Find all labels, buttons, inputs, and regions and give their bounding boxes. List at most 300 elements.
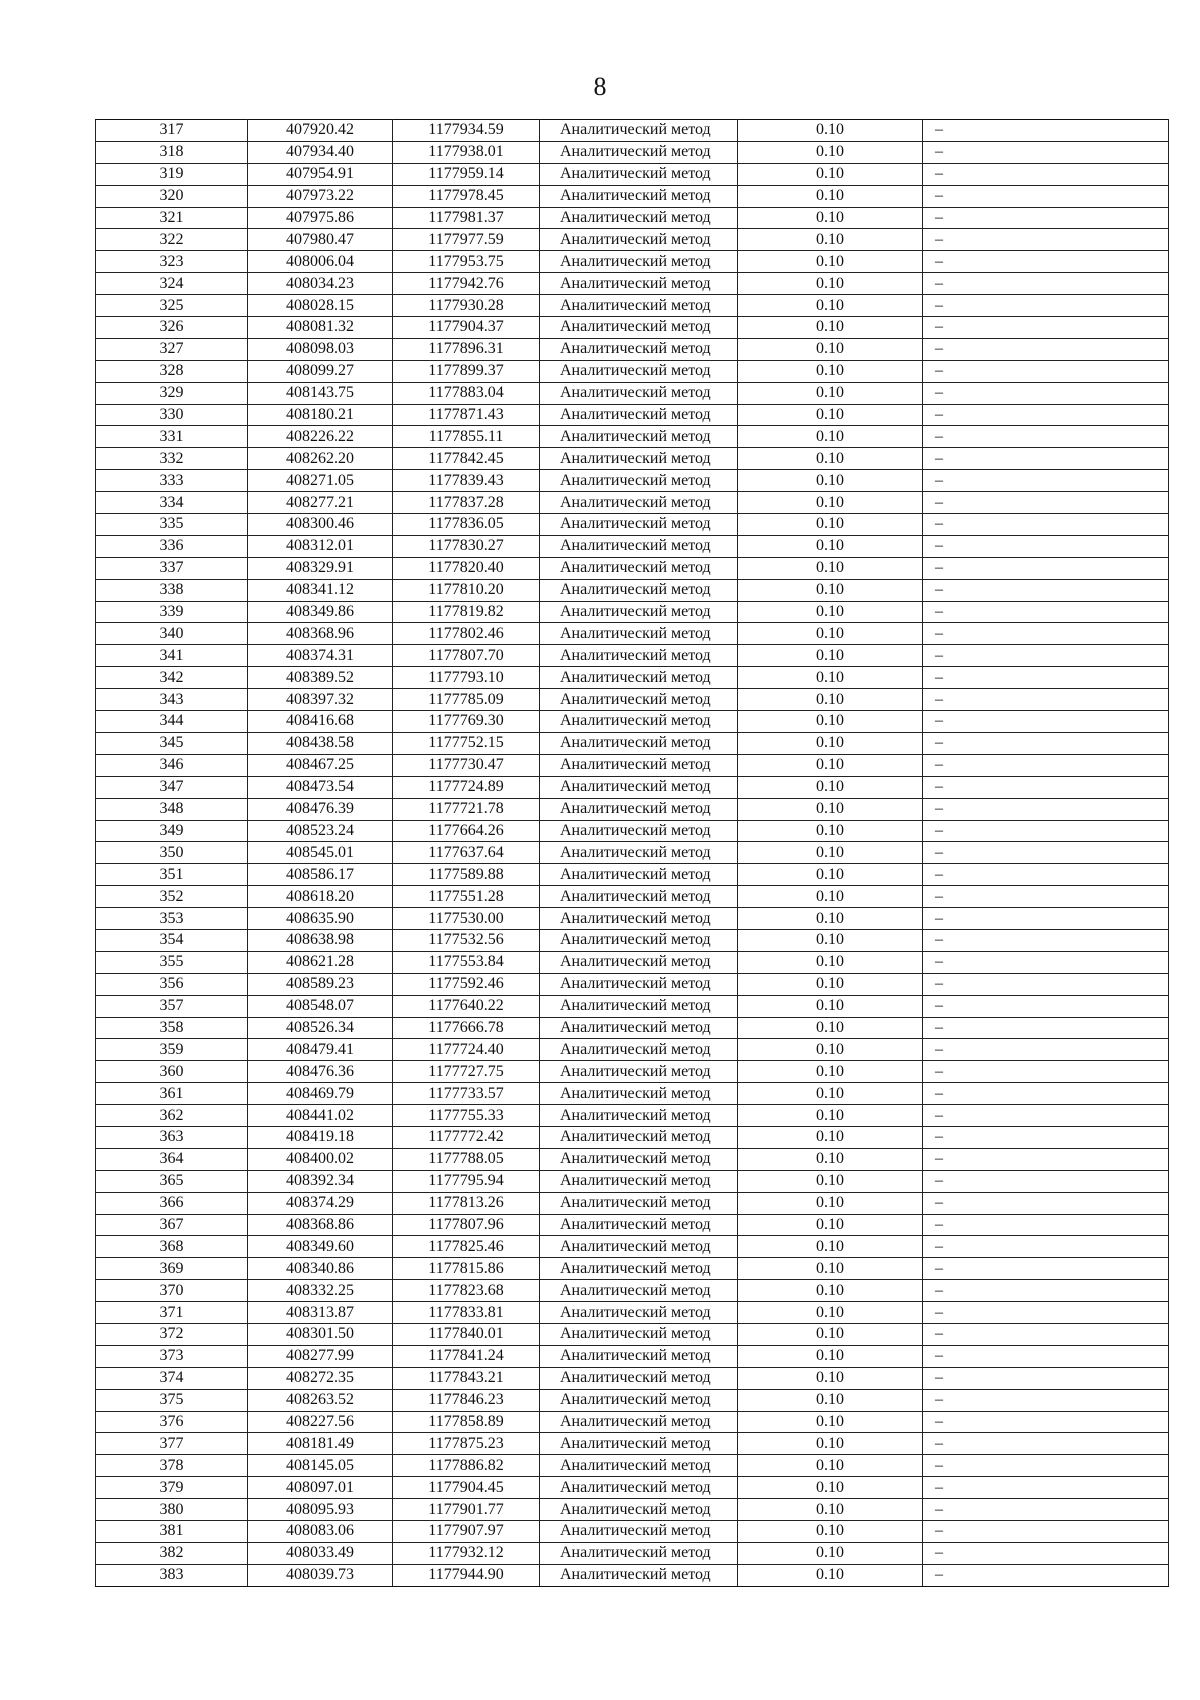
precision-cell: 0.10 xyxy=(738,229,923,251)
x-coordinate-cell: 408313.87 xyxy=(248,1302,393,1324)
x-coordinate-cell: 408589.23 xyxy=(248,973,393,995)
x-coordinate-cell: 407954.91 xyxy=(248,163,393,185)
y-coordinate-cell: 1177871.43 xyxy=(393,404,540,426)
table-row xyxy=(96,141,1169,163)
table-row xyxy=(96,535,1169,557)
x-coordinate-cell: 408586.17 xyxy=(248,864,393,886)
method-cell: Аналитический метод xyxy=(540,338,738,360)
x-coordinate-cell: 408181.49 xyxy=(248,1433,393,1455)
point-number-cell: 326 xyxy=(96,317,248,339)
point-number-cell: 377 xyxy=(96,1433,248,1455)
notes-cell: – xyxy=(923,1389,1169,1411)
point-number-cell: 381 xyxy=(96,1521,248,1543)
table-row xyxy=(96,163,1169,185)
notes-cell: – xyxy=(923,623,1169,645)
point-number-cell: 359 xyxy=(96,1039,248,1061)
precision-cell: 0.10 xyxy=(738,1061,923,1083)
precision-cell: 0.10 xyxy=(738,1477,923,1499)
y-coordinate-cell: 1177820.40 xyxy=(393,557,540,579)
method-cell: Аналитический метод xyxy=(540,667,738,689)
precision-cell: 0.10 xyxy=(738,1521,923,1543)
method-cell: Аналитический метод xyxy=(540,295,738,317)
precision-cell: 0.10 xyxy=(738,1323,923,1345)
table-row xyxy=(96,667,1169,689)
x-coordinate-cell: 408095.93 xyxy=(248,1499,393,1521)
point-number-cell: 346 xyxy=(96,754,248,776)
x-coordinate-cell: 408262.20 xyxy=(248,448,393,470)
method-cell: Аналитический метод xyxy=(540,1236,738,1258)
table-row xyxy=(96,1477,1169,1499)
method-cell: Аналитический метод xyxy=(540,1214,738,1236)
precision-cell: 0.10 xyxy=(738,820,923,842)
y-coordinate-cell: 1177772.42 xyxy=(393,1126,540,1148)
precision-cell: 0.10 xyxy=(738,141,923,163)
table-row xyxy=(96,1345,1169,1367)
table-row xyxy=(96,1105,1169,1127)
method-cell: Аналитический метод xyxy=(540,886,738,908)
table-row xyxy=(96,1367,1169,1389)
point-number-cell: 319 xyxy=(96,163,248,185)
notes-cell: – xyxy=(923,1433,1169,1455)
y-coordinate-cell: 1177823.68 xyxy=(393,1280,540,1302)
method-cell: Аналитический метод xyxy=(540,820,738,842)
method-cell: Аналитический метод xyxy=(540,120,738,142)
method-cell: Аналитический метод xyxy=(540,951,738,973)
table-row xyxy=(96,514,1169,536)
point-number-cell: 367 xyxy=(96,1214,248,1236)
x-coordinate-cell: 408099.27 xyxy=(248,360,393,382)
point-number-cell: 329 xyxy=(96,382,248,404)
point-number-cell: 363 xyxy=(96,1126,248,1148)
precision-cell: 0.10 xyxy=(738,886,923,908)
x-coordinate-cell: 408226.22 xyxy=(248,426,393,448)
table-row xyxy=(96,1564,1169,1586)
y-coordinate-cell: 1177752.15 xyxy=(393,732,540,754)
table-row xyxy=(96,338,1169,360)
method-cell: Аналитический метод xyxy=(540,382,738,404)
table-row xyxy=(96,842,1169,864)
notes-cell: – xyxy=(923,1345,1169,1367)
notes-cell: – xyxy=(923,951,1169,973)
y-coordinate-cell: 1177901.77 xyxy=(393,1499,540,1521)
y-coordinate-cell: 1177807.96 xyxy=(393,1214,540,1236)
method-cell: Аналитический метод xyxy=(540,163,738,185)
x-coordinate-cell: 408081.32 xyxy=(248,317,393,339)
x-coordinate-cell: 408083.06 xyxy=(248,1521,393,1543)
precision-cell: 0.10 xyxy=(738,732,923,754)
x-coordinate-cell: 408618.20 xyxy=(248,886,393,908)
precision-cell: 0.10 xyxy=(738,1083,923,1105)
method-cell: Аналитический метод xyxy=(540,732,738,754)
y-coordinate-cell: 1177724.40 xyxy=(393,1039,540,1061)
precision-cell: 0.10 xyxy=(738,1389,923,1411)
table-row xyxy=(96,404,1169,426)
x-coordinate-cell: 408341.12 xyxy=(248,579,393,601)
y-coordinate-cell: 1177730.47 xyxy=(393,754,540,776)
table-row xyxy=(96,951,1169,973)
precision-cell: 0.10 xyxy=(738,1542,923,1564)
x-coordinate-cell: 408438.58 xyxy=(248,732,393,754)
y-coordinate-cell: 1177553.84 xyxy=(393,951,540,973)
point-number-cell: 327 xyxy=(96,338,248,360)
method-cell: Аналитический метод xyxy=(540,251,738,273)
point-number-cell: 348 xyxy=(96,798,248,820)
x-coordinate-cell: 408028.15 xyxy=(248,295,393,317)
point-number-cell: 375 xyxy=(96,1389,248,1411)
notes-cell: – xyxy=(923,776,1169,798)
notes-cell: – xyxy=(923,207,1169,229)
notes-cell: – xyxy=(923,1214,1169,1236)
x-coordinate-cell: 408523.24 xyxy=(248,820,393,842)
y-coordinate-cell: 1177592.46 xyxy=(393,973,540,995)
method-cell: Аналитический метод xyxy=(540,273,738,295)
y-coordinate-cell: 1177840.01 xyxy=(393,1323,540,1345)
x-coordinate-cell: 408469.79 xyxy=(248,1083,393,1105)
method-cell: Аналитический метод xyxy=(540,1280,738,1302)
notes-cell: – xyxy=(923,1170,1169,1192)
table-row xyxy=(96,776,1169,798)
point-number-cell: 338 xyxy=(96,579,248,601)
notes-cell: – xyxy=(923,382,1169,404)
method-cell: Аналитический метод xyxy=(540,798,738,820)
precision-cell: 0.10 xyxy=(738,163,923,185)
point-number-cell: 382 xyxy=(96,1542,248,1564)
precision-cell: 0.10 xyxy=(738,645,923,667)
table-row xyxy=(96,1148,1169,1170)
notes-cell: – xyxy=(923,273,1169,295)
method-cell: Аналитический метод xyxy=(540,360,738,382)
x-coordinate-cell: 408467.25 xyxy=(248,754,393,776)
precision-cell: 0.10 xyxy=(738,623,923,645)
precision-cell: 0.10 xyxy=(738,251,923,273)
y-coordinate-cell: 1177819.82 xyxy=(393,601,540,623)
method-cell: Аналитический метод xyxy=(540,1389,738,1411)
table-row xyxy=(96,1433,1169,1455)
table-row xyxy=(96,120,1169,142)
y-coordinate-cell: 1177813.26 xyxy=(393,1192,540,1214)
table-row xyxy=(96,798,1169,820)
precision-cell: 0.10 xyxy=(738,1148,923,1170)
point-number-cell: 350 xyxy=(96,842,248,864)
precision-cell: 0.10 xyxy=(738,295,923,317)
precision-cell: 0.10 xyxy=(738,557,923,579)
y-coordinate-cell: 1177825.46 xyxy=(393,1236,540,1258)
y-coordinate-cell: 1177733.57 xyxy=(393,1083,540,1105)
x-coordinate-cell: 408180.21 xyxy=(248,404,393,426)
x-coordinate-cell: 408097.01 xyxy=(248,1477,393,1499)
y-coordinate-cell: 1177855.11 xyxy=(393,426,540,448)
y-coordinate-cell: 1177907.97 xyxy=(393,1521,540,1543)
x-coordinate-cell: 408033.49 xyxy=(248,1542,393,1564)
precision-cell: 0.10 xyxy=(738,951,923,973)
table-row xyxy=(96,820,1169,842)
table-row xyxy=(96,1521,1169,1543)
method-cell: Аналитический метод xyxy=(540,470,738,492)
point-number-cell: 325 xyxy=(96,295,248,317)
y-coordinate-cell: 1177858.89 xyxy=(393,1411,540,1433)
method-cell: Аналитический метод xyxy=(540,141,738,163)
y-coordinate-cell: 1177830.27 xyxy=(393,535,540,557)
x-coordinate-cell: 408441.02 xyxy=(248,1105,393,1127)
precision-cell: 0.10 xyxy=(738,842,923,864)
method-cell: Аналитический метод xyxy=(540,1367,738,1389)
y-coordinate-cell: 1177944.90 xyxy=(393,1564,540,1586)
table-row xyxy=(96,601,1169,623)
x-coordinate-cell: 408277.21 xyxy=(248,492,393,514)
precision-cell: 0.10 xyxy=(738,1345,923,1367)
precision-cell: 0.10 xyxy=(738,360,923,382)
y-coordinate-cell: 1177637.64 xyxy=(393,842,540,864)
table-row xyxy=(96,1126,1169,1148)
notes-cell: – xyxy=(923,1148,1169,1170)
y-coordinate-cell: 1177589.88 xyxy=(393,864,540,886)
method-cell: Аналитический метод xyxy=(540,689,738,711)
y-coordinate-cell: 1177930.28 xyxy=(393,295,540,317)
x-coordinate-cell: 408263.52 xyxy=(248,1389,393,1411)
table-row xyxy=(96,207,1169,229)
x-coordinate-cell: 408349.60 xyxy=(248,1236,393,1258)
method-cell: Аналитический метод xyxy=(540,229,738,251)
x-coordinate-cell: 408277.99 xyxy=(248,1345,393,1367)
notes-cell: – xyxy=(923,1477,1169,1499)
y-coordinate-cell: 1177977.59 xyxy=(393,229,540,251)
table-row xyxy=(96,1039,1169,1061)
y-coordinate-cell: 1177904.37 xyxy=(393,317,540,339)
notes-cell: – xyxy=(923,295,1169,317)
notes-cell: – xyxy=(923,820,1169,842)
x-coordinate-cell: 408143.75 xyxy=(248,382,393,404)
precision-cell: 0.10 xyxy=(738,1126,923,1148)
table-row xyxy=(96,908,1169,930)
precision-cell: 0.10 xyxy=(738,1564,923,1586)
notes-cell: – xyxy=(923,492,1169,514)
notes-cell: – xyxy=(923,448,1169,470)
point-number-cell: 379 xyxy=(96,1477,248,1499)
method-cell: Аналитический метод xyxy=(540,776,738,798)
notes-cell: – xyxy=(923,317,1169,339)
precision-cell: 0.10 xyxy=(738,754,923,776)
precision-cell: 0.10 xyxy=(738,667,923,689)
notes-cell: – xyxy=(923,689,1169,711)
y-coordinate-cell: 1177899.37 xyxy=(393,360,540,382)
table-row xyxy=(96,1411,1169,1433)
precision-cell: 0.10 xyxy=(738,689,923,711)
method-cell: Аналитический метод xyxy=(540,1564,738,1586)
precision-cell: 0.10 xyxy=(738,908,923,930)
x-coordinate-cell: 407980.47 xyxy=(248,229,393,251)
point-number-cell: 351 xyxy=(96,864,248,886)
method-cell: Аналитический метод xyxy=(540,864,738,886)
table-row xyxy=(96,426,1169,448)
table-row xyxy=(96,251,1169,273)
method-cell: Аналитический метод xyxy=(540,404,738,426)
y-coordinate-cell: 1177837.28 xyxy=(393,492,540,514)
method-cell: Аналитический метод xyxy=(540,1148,738,1170)
x-coordinate-cell: 408340.86 xyxy=(248,1258,393,1280)
precision-cell: 0.10 xyxy=(738,1411,923,1433)
method-cell: Аналитический метод xyxy=(540,185,738,207)
method-cell: Аналитический метод xyxy=(540,1039,738,1061)
notes-cell: – xyxy=(923,1323,1169,1345)
point-number-cell: 317 xyxy=(96,120,248,142)
table-row xyxy=(96,645,1169,667)
precision-cell: 0.10 xyxy=(738,973,923,995)
notes-cell: – xyxy=(923,1455,1169,1477)
precision-cell: 0.10 xyxy=(738,404,923,426)
method-cell: Аналитический метод xyxy=(540,1083,738,1105)
method-cell: Аналитический метод xyxy=(540,448,738,470)
table-row xyxy=(96,317,1169,339)
method-cell: Аналитический метод xyxy=(540,1105,738,1127)
notes-cell: – xyxy=(923,163,1169,185)
method-cell: Аналитический метод xyxy=(540,754,738,776)
x-coordinate-cell: 408389.52 xyxy=(248,667,393,689)
table-row xyxy=(96,732,1169,754)
table-row xyxy=(96,623,1169,645)
method-cell: Аналитический метод xyxy=(540,1345,738,1367)
point-number-cell: 349 xyxy=(96,820,248,842)
table-row xyxy=(96,1302,1169,1324)
method-cell: Аналитический метод xyxy=(540,207,738,229)
notes-cell: – xyxy=(923,754,1169,776)
point-number-cell: 322 xyxy=(96,229,248,251)
y-coordinate-cell: 1177981.37 xyxy=(393,207,540,229)
x-coordinate-cell: 408349.86 xyxy=(248,601,393,623)
x-coordinate-cell: 408006.04 xyxy=(248,251,393,273)
notes-cell: – xyxy=(923,470,1169,492)
notes-cell: – xyxy=(923,1061,1169,1083)
y-coordinate-cell: 1177640.22 xyxy=(393,995,540,1017)
y-coordinate-cell: 1177793.10 xyxy=(393,667,540,689)
table-row xyxy=(96,1323,1169,1345)
x-coordinate-cell: 408400.02 xyxy=(248,1148,393,1170)
notes-cell: – xyxy=(923,1499,1169,1521)
precision-cell: 0.10 xyxy=(738,1258,923,1280)
table-row xyxy=(96,1542,1169,1564)
method-cell: Аналитический метод xyxy=(540,1192,738,1214)
precision-cell: 0.10 xyxy=(738,492,923,514)
y-coordinate-cell: 1177530.00 xyxy=(393,908,540,930)
y-coordinate-cell: 1177727.75 xyxy=(393,1061,540,1083)
x-coordinate-cell: 408419.18 xyxy=(248,1126,393,1148)
table-row xyxy=(96,929,1169,951)
method-cell: Аналитический метод xyxy=(540,1521,738,1543)
point-number-cell: 372 xyxy=(96,1323,248,1345)
point-number-cell: 320 xyxy=(96,185,248,207)
point-number-cell: 337 xyxy=(96,557,248,579)
point-number-cell: 370 xyxy=(96,1280,248,1302)
method-cell: Аналитический метод xyxy=(540,1323,738,1345)
point-number-cell: 354 xyxy=(96,929,248,951)
precision-cell: 0.10 xyxy=(738,207,923,229)
y-coordinate-cell: 1177724.89 xyxy=(393,776,540,798)
method-cell: Аналитический метод xyxy=(540,1302,738,1324)
table-row xyxy=(96,185,1169,207)
y-coordinate-cell: 1177953.75 xyxy=(393,251,540,273)
precision-cell: 0.10 xyxy=(738,1367,923,1389)
point-number-cell: 323 xyxy=(96,251,248,273)
coordinates-table xyxy=(95,119,1169,1587)
notes-cell: – xyxy=(923,732,1169,754)
point-number-cell: 362 xyxy=(96,1105,248,1127)
precision-cell: 0.10 xyxy=(738,1433,923,1455)
y-coordinate-cell: 1177843.21 xyxy=(393,1367,540,1389)
precision-cell: 0.10 xyxy=(738,579,923,601)
notes-cell: – xyxy=(923,1017,1169,1039)
y-coordinate-cell: 1177938.01 xyxy=(393,141,540,163)
point-number-cell: 383 xyxy=(96,1564,248,1586)
point-number-cell: 376 xyxy=(96,1411,248,1433)
notes-cell: – xyxy=(923,601,1169,623)
notes-cell: – xyxy=(923,1302,1169,1324)
x-coordinate-cell: 408332.25 xyxy=(248,1280,393,1302)
point-number-cell: 369 xyxy=(96,1258,248,1280)
point-number-cell: 361 xyxy=(96,1083,248,1105)
method-cell: Аналитический метод xyxy=(540,426,738,448)
point-number-cell: 374 xyxy=(96,1367,248,1389)
precision-cell: 0.10 xyxy=(738,535,923,557)
precision-cell: 0.10 xyxy=(738,995,923,1017)
notes-cell: – xyxy=(923,1083,1169,1105)
table-row xyxy=(96,1083,1169,1105)
coordinates-table-body xyxy=(96,120,1169,1587)
notes-cell: – xyxy=(923,338,1169,360)
method-cell: Аналитический метод xyxy=(540,973,738,995)
precision-cell: 0.10 xyxy=(738,185,923,207)
y-coordinate-cell: 1177721.78 xyxy=(393,798,540,820)
table-row xyxy=(96,229,1169,251)
table-row xyxy=(96,382,1169,404)
method-cell: Аналитический метод xyxy=(540,929,738,951)
notes-cell: – xyxy=(923,1105,1169,1127)
point-number-cell: 355 xyxy=(96,951,248,973)
precision-cell: 0.10 xyxy=(738,1214,923,1236)
table-row xyxy=(96,995,1169,1017)
x-coordinate-cell: 408638.98 xyxy=(248,929,393,951)
table-row xyxy=(96,1170,1169,1192)
point-number-cell: 336 xyxy=(96,535,248,557)
x-coordinate-cell: 408476.36 xyxy=(248,1061,393,1083)
point-number-cell: 356 xyxy=(96,973,248,995)
table-row xyxy=(96,1499,1169,1521)
y-coordinate-cell: 1177802.46 xyxy=(393,623,540,645)
method-cell: Аналитический метод xyxy=(540,623,738,645)
point-number-cell: 332 xyxy=(96,448,248,470)
notes-cell: – xyxy=(923,185,1169,207)
x-coordinate-cell: 408635.90 xyxy=(248,908,393,930)
notes-cell: – xyxy=(923,995,1169,1017)
y-coordinate-cell: 1177666.78 xyxy=(393,1017,540,1039)
notes-cell: – xyxy=(923,579,1169,601)
point-number-cell: 347 xyxy=(96,776,248,798)
x-coordinate-cell: 408368.96 xyxy=(248,623,393,645)
method-cell: Аналитический метод xyxy=(540,557,738,579)
notes-cell: – xyxy=(923,557,1169,579)
notes-cell: – xyxy=(923,535,1169,557)
y-coordinate-cell: 1177842.45 xyxy=(393,448,540,470)
point-number-cell: 324 xyxy=(96,273,248,295)
y-coordinate-cell: 1177810.20 xyxy=(393,579,540,601)
method-cell: Аналитический метод xyxy=(540,535,738,557)
precision-cell: 0.10 xyxy=(738,1105,923,1127)
notes-cell: – xyxy=(923,1367,1169,1389)
notes-cell: – xyxy=(923,908,1169,930)
point-number-cell: 358 xyxy=(96,1017,248,1039)
point-number-cell: 331 xyxy=(96,426,248,448)
notes-cell: – xyxy=(923,1542,1169,1564)
notes-cell: – xyxy=(923,1236,1169,1258)
y-coordinate-cell: 1177839.43 xyxy=(393,470,540,492)
